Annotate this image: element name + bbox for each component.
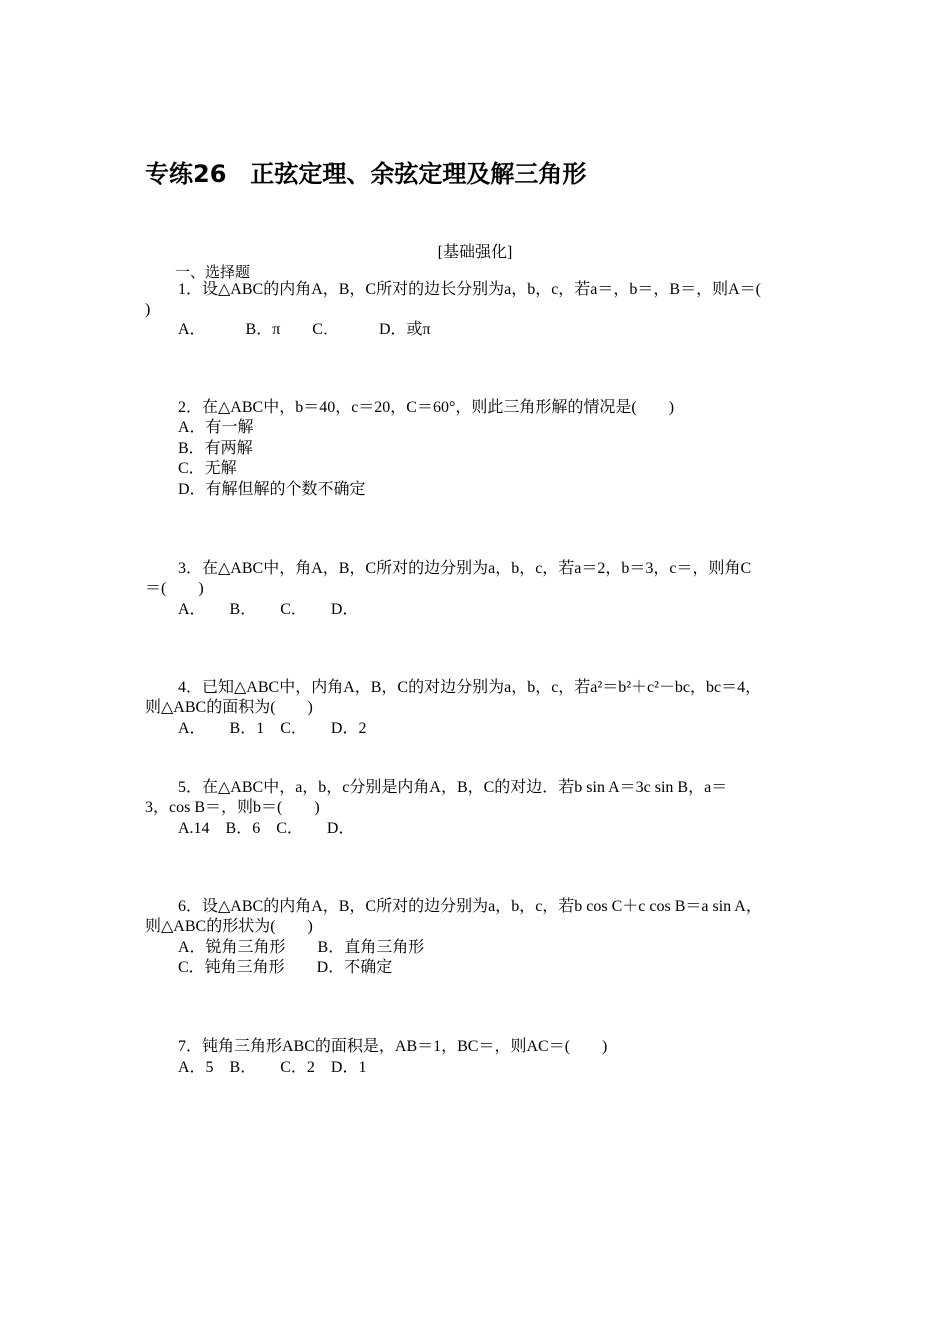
question-2-option-b: B．有两解 [178,440,253,457]
question-4-stem: 4．已知△ABC中，内角A，B，C的对边分别为a，b，c，若a²＝b²＋c²－bc，bc＝4， [178,679,762,696]
question-7-stem: 7．钝角三角形ABC的面积是，AB＝1，BC＝，则AC＝( ) [178,1038,608,1055]
question-1-stem: 1．设△ABC的内角A，B，C所对的边长分别为a，b，c，若a＝，b＝，B＝，则A＝( [178,281,761,298]
question-5-options: A.14 B．6 C． D． [178,820,355,837]
question-3-stem-cont: ＝( ) [145,580,204,597]
question-5-stem: 5．在△ABC中，a，b，c分别是内角A，B，C的对边．若b sin A＝3c sin B，a＝ [178,779,728,796]
question-6-stem: 6．设△ABC的内角A，B，C所对的边分别为a，b，c，若b cos C＋c cos B＝a sin A， [178,898,762,915]
question-6-options-cd: C．钝角三角形 D．不确定 [178,959,393,976]
question-2-option-c: C．无解 [178,460,237,477]
question-1-options: A． B．π C． D．或π [178,321,431,338]
question-4-stem-cont: 则△ABC的面积为( ) [145,699,313,716]
question-2-option-d: D．有解但解的个数不确定 [178,481,366,498]
question-6-options-ab: A．锐角三角形 B．直角三角形 [178,939,425,956]
question-7-options: A．5 B． C．2 D．1 [178,1059,367,1076]
section-label: [基础强化] [437,244,513,261]
question-3-options: A． B． C． D． [178,601,359,618]
part-heading: 一、选择题 [175,263,251,281]
question-3-stem: 3．在△ABC中，角A，B，C所对的边分别为a，b，c，若a＝2，b＝3，c＝，则角C [178,560,752,577]
question-4-options: A． B．1 C． D．2 [178,720,367,737]
question-6-stem-cont: 则△ABC的形状为( ) [145,918,313,935]
question-2-option-a: A．有一解 [178,419,254,436]
question-5-stem-cont: 3，cos B＝，则b＝( ) [145,799,320,816]
question-1-stem-cont: ) [145,301,151,318]
question-2-stem: 2．在△ABC中，b＝40，c＝20，C＝60°，则此三角形解的情况是( ) [178,399,675,416]
page-title: 专练26 正弦定理、余弦定理及解三角形 [145,160,587,188]
